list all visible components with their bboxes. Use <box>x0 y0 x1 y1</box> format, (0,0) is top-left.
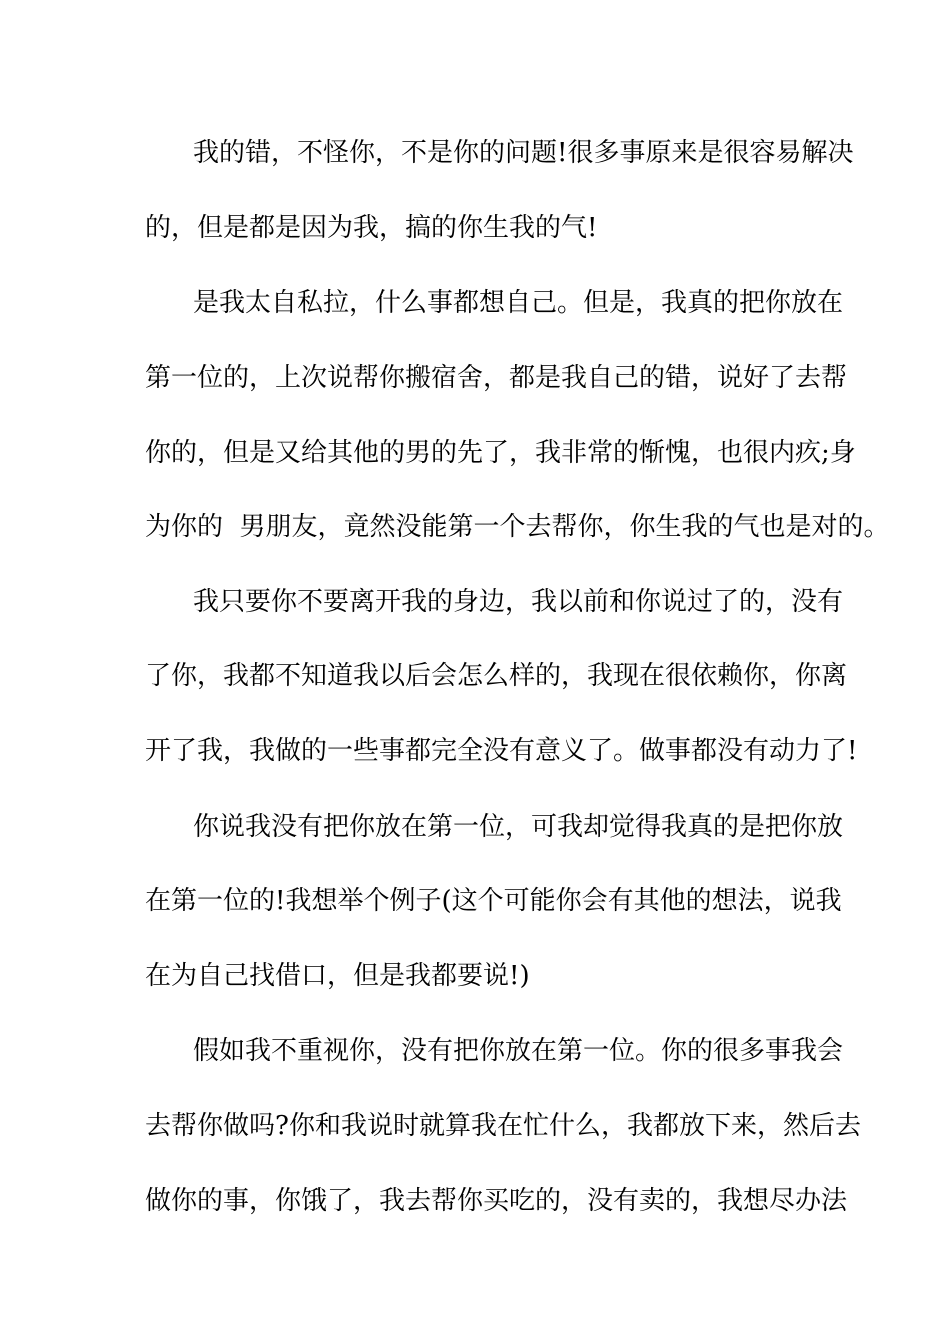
text-line: 我的错，不怪你，不是你的问题!很多事原来是很容易解决 <box>193 138 854 168</box>
text-line: 开了我，我做的一些事都完全没有意义了。做事都没有动力了! <box>145 736 858 766</box>
text-line: 做你的事，你饿了，我去帮你买吃的，没有卖的，我想尽办法 <box>145 1186 848 1216</box>
text-line: 的，但是都是因为我，搞的你生我的气! <box>145 213 598 243</box>
text-line: 了你，我都不知道我以后会怎么样的，我现在很依赖你，你离 <box>145 661 848 691</box>
text-line: 我只要你不要离开我的身边，我以前和你说过了的，没有 <box>193 587 844 617</box>
text-line: 在为自己找借口，但是我都要说!) <box>145 961 530 991</box>
text-line: 你说我没有把你放在第一位，可我却觉得我真的是把你放 <box>193 812 844 842</box>
text-line: 在第一位的!我想举个例子(这个可能你会有其他的想法，说我 <box>145 886 842 916</box>
text-line: 假如我不重视你，没有把你放在第一位。你的很多事我会 <box>193 1036 844 1066</box>
text-line: 为你的 男朋友，竟然没能第一个去帮你，你生我的气也是对的。 <box>145 512 890 542</box>
text-line: 第一位的，上次说帮你搬宿舍，都是我自己的错，说好了去帮 <box>145 363 848 393</box>
text-line: 去帮你做吗?你和我说时就算我在忙什么，我都放下来，然后去 <box>145 1111 861 1141</box>
text-line: 你的，但是又给其他的男的先了，我非常的惭愧，也很内疚;身 <box>145 438 856 468</box>
text-line: 是我太自私拉，什么事都想自己。但是，我真的把你放在 <box>193 288 844 318</box>
